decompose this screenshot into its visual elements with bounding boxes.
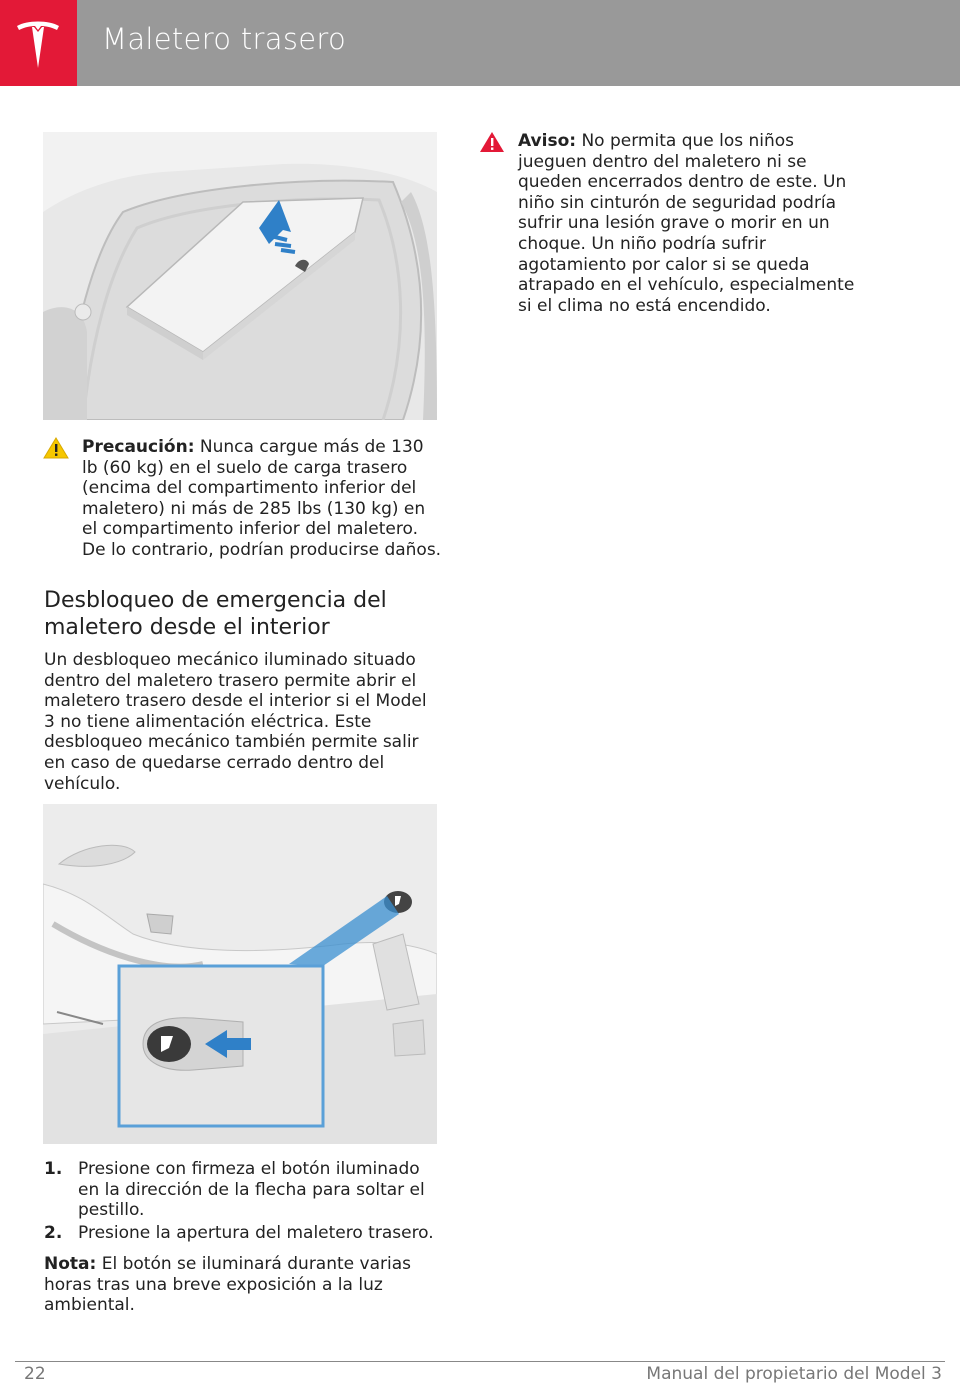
warning-text: No permita que los niños jueguen dentro del maletero ni se queden encerrados dentro de este. Un niño sin cinturón de seguridad podría sufrir una lesión grave o morir en un choque. Un niño podría sufrir agotamiento por calor si se queda atrapado en el vehículo, especialmente si el clima no está encendido. — [518, 131, 855, 316]
page-header — [0, 0, 960, 86]
page-title: Maletero trasero — [102, 22, 346, 56]
warning-triangle-icon — [479, 131, 505, 157]
section-heading: Desbloqueo de emergencia del maletero desde el interior — [44, 588, 387, 640]
warning-note — [518, 131, 868, 316]
note-text: El botón se iluminará durante varias horas tras una breve exposición a la luz ambiental. — [44, 1254, 411, 1316]
step-number: 1. — [44, 1159, 63, 1179]
warning-label: Aviso: — [518, 131, 577, 151]
caution-triangle-icon — [43, 437, 69, 463]
note-label: Nota: — [44, 1254, 97, 1274]
step-text: Presione la apertura del maletero trasero. — [78, 1223, 434, 1243]
caution-note — [82, 437, 442, 561]
page-number: 22 — [24, 1364, 46, 1384]
footer-manual-title: Manual del propietario del Model 3 — [646, 1364, 942, 1384]
emergency-release-illustration — [43, 804, 437, 1144]
caution-label: Precaución: — [82, 437, 195, 457]
trunk-floor-illustration — [43, 132, 437, 420]
note-block — [44, 1254, 424, 1316]
footer-divider — [15, 1361, 945, 1362]
step-number: 2. — [44, 1223, 63, 1243]
step-text: Presione con firmeza el botón iluminado en la dirección de la flecha para soltar el pestillo. — [78, 1159, 425, 1221]
tesla-logo-icon — [15, 16, 61, 70]
caution-text: Nunca cargue más de 130 lb (60 kg) en el suelo de carga trasero (encima del compartimento inferior del maletero) ni más de 285 lbs (130 kg) en el compartimento inferior del maletero. De lo contrario, podrían producirse daños. — [82, 437, 442, 560]
section-paragraph: Un desbloqueo mecánico iluminado situado dentro del maletero trasero permite abrir el maletero trasero desde el interior si el Model 3 no tiene alimentación eléctrica. Este desbloqueo mecánico también permite salir en caso de quedarse cerrado dentro del vehículo. — [44, 650, 427, 794]
tesla-logo — [0, 0, 77, 86]
